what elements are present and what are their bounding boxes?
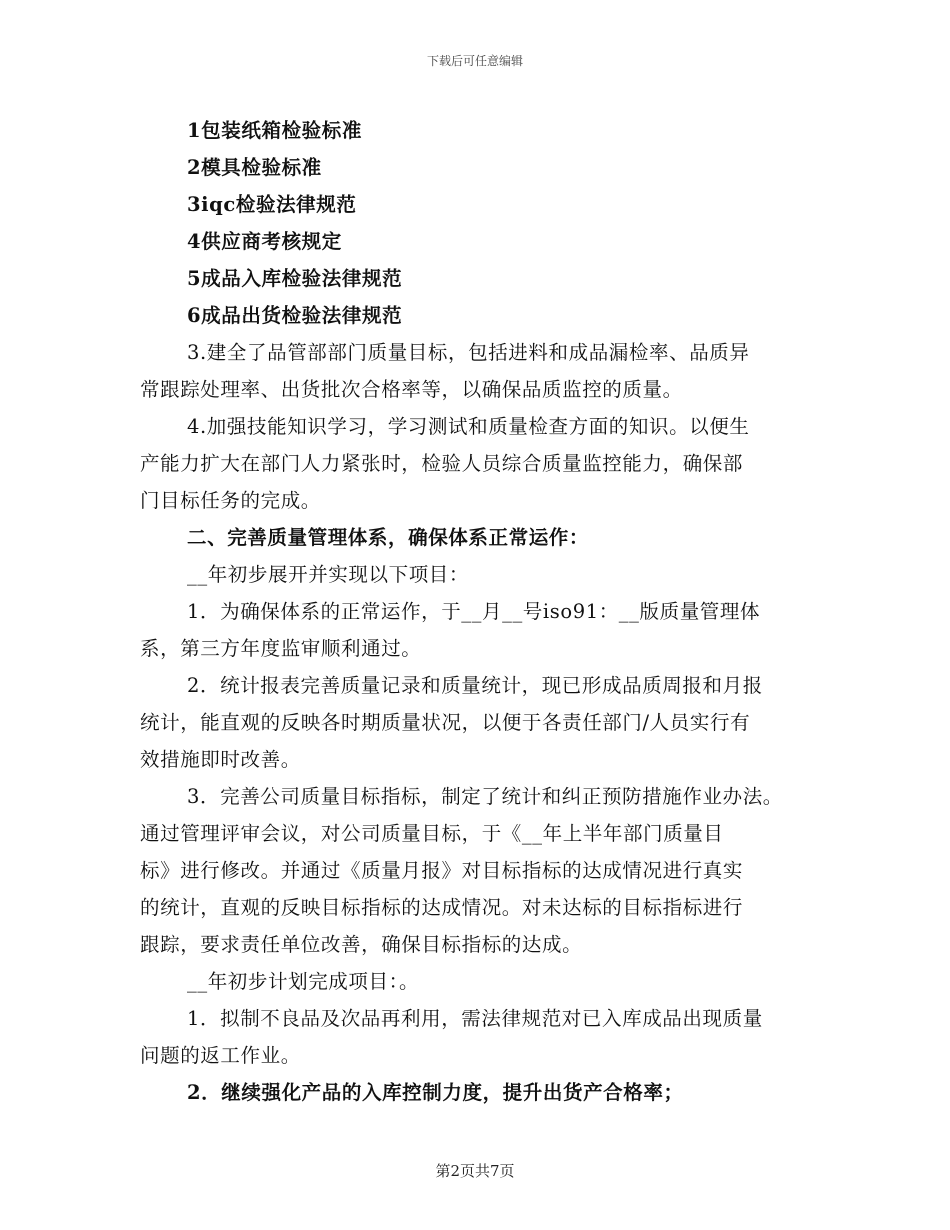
doc-line: 1．拟制不良品及次品再利用，需法律规范对已入库成品出现质量 (187, 1007, 763, 1030)
doc-line: __年初步计划完成项目：。 (187, 970, 420, 993)
doc-line: 问题的返工作业。 (140, 1044, 301, 1067)
doc-line: 统计，能直观的反映各时期质量状况，以便于各责任部门/人员实行有 (140, 711, 751, 734)
doc-line: 3iqc检验法律规范 (187, 193, 357, 216)
doc-line: 常跟踪处理率、出货批次合格率等，以确保品质监控的质量。 (140, 378, 683, 401)
doc-line: 1．为确保体系的正常运作，于__月__号iso91：__版质量管理体 (187, 600, 761, 623)
doc-line: 的统计，直观的反映目标指标的达成情况。对未达标的目标指标进行 (140, 896, 744, 919)
section-heading: 二、完善质量管理体系，确保体系正常运作： (187, 526, 590, 549)
page-number-footer: 第2页共7页 (435, 1162, 515, 1180)
page-header: 下载后可任意编辑 (426, 54, 523, 68)
doc-line: 效措施即时改善。 (140, 748, 301, 771)
doc-line: 1包装纸箱检验标准 (187, 119, 362, 142)
doc-line: 5成品入库检验法律规范 (187, 267, 403, 290)
doc-line: 4供应商考核规定 (187, 230, 342, 253)
doc-line: 通过管理评审会议，对公司质量目标，于《__年上半年部门质量目 (140, 822, 724, 845)
doc-line: 产能力扩大在部门人力紧张时，检验人员综合质量监控能力，确保部 (140, 452, 744, 475)
doc-line: 跟踪，要求责任单位改善，确保目标指标的达成。 (140, 933, 583, 956)
doc-line: 2．继续强化产品的入库控制力度，提升出货产合格率； (187, 1081, 684, 1104)
doc-line: 3.建全了品管部部门质量目标，包括进料和成品漏检率、品质异 (187, 341, 750, 364)
doc-line: 标》进行修改。并通过《质量月报》对目标指标的达成情况进行真实 (140, 859, 744, 882)
doc-line: 4.加强技能知识学习，学习测试和质量检查方面的知识。以便生 (187, 415, 750, 438)
doc-line: 系，第三方年度监审顺利通过。 (140, 637, 422, 660)
doc-line: 6成品出货检验法律规范 (187, 304, 403, 327)
doc-line: 门目标任务的完成。 (140, 489, 321, 512)
doc-line: __年初步展开并实现以下项目： (187, 563, 470, 586)
doc-line: 2模具检验标准 (187, 156, 322, 179)
doc-line: 3．完善公司质量目标指标，制定了统计和纠正预防措施作业办法。 (187, 785, 783, 808)
doc-line: 2．统计报表完善质量记录和质量统计，现已形成品质周报和月报 (187, 674, 763, 697)
